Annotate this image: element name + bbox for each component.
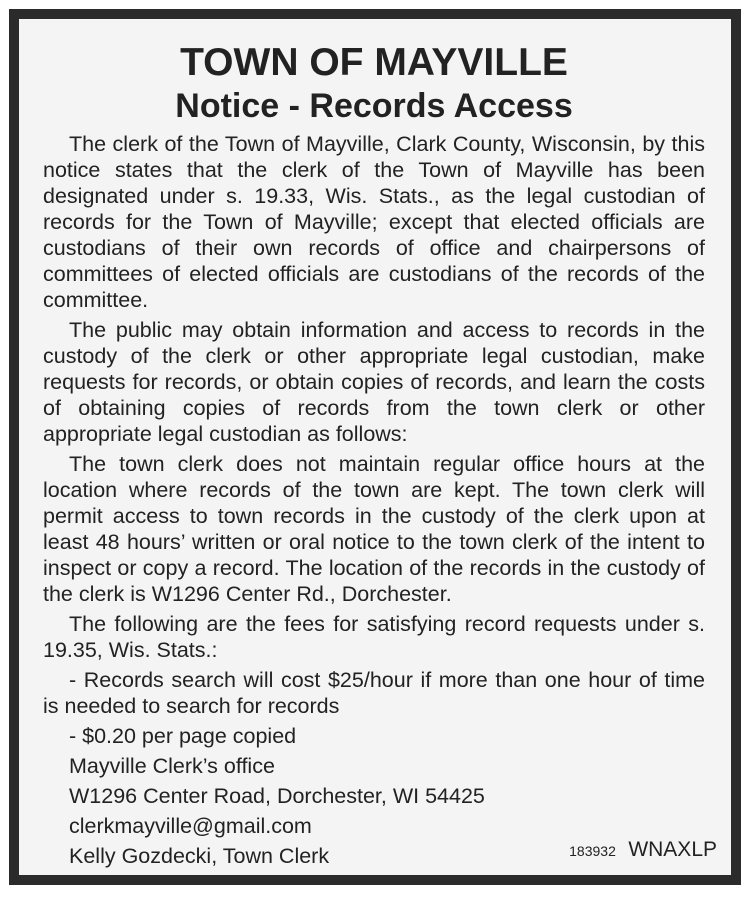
ad-code: WNAXLP [628, 838, 717, 861]
paragraph-public-access: The public may obtain information and access to records in the custody of the clerk or other appropriate legal custodian, make requests for records, or obtain copies of records, and learn the costs of obtaining copies of records from the town clerk or other appropriate legal custodian as follows: [43, 318, 705, 446]
paragraph-custodian: The clerk of the Town of Mayville, Clark County, Wisconsin, by this notice states that the clerk of the Town of Mayville has been designated under s. 19.33, Wis. Stats., as the legal custodian of records for the Town of Mayville; except that elected officials are custodians of their own records of office and chairpersons of committees of elected officials are custodians of the records of the committee. [43, 132, 705, 312]
notice-title: TOWN OF MAYVILLE [180, 41, 568, 84]
paragraph-office-hours: The town clerk does not maintain regular office hours at the location where records of the town are kept. The town clerk will permit access to town records in the custody of the clerk upon at least 48 hours’ written or oral notice to the town clerk of the intent to inspect or copy a record. The location of the records in the custody of the clerk is W1296 Center Rd., Dorchester. [43, 452, 705, 606]
ad-footer [569, 838, 717, 862]
ad-number: 183932 [569, 843, 616, 859]
fee-search: - Records search will cost $25/hour if more than one hour of time is needed to search for records [43, 668, 705, 718]
notice-subtitle: Notice - Records Access [175, 87, 573, 125]
legal-notice-box [9, 9, 741, 885]
clerk-office: Mayville Clerk’s office [69, 754, 275, 778]
clerk-address: W1296 Center Road, Dorchester, WI 54425 [69, 784, 485, 808]
clerk-signature: Kelly Gozdecki, Town Clerk [69, 844, 330, 868]
paragraph-fees-intro: The following are the fees for satisfying record requests under s. 19.35, Wis. Stats.: [43, 612, 705, 662]
fee-copy: - $0.20 per page copied [69, 724, 297, 748]
clerk-email: clerkmayville@gmail.com [69, 814, 312, 838]
